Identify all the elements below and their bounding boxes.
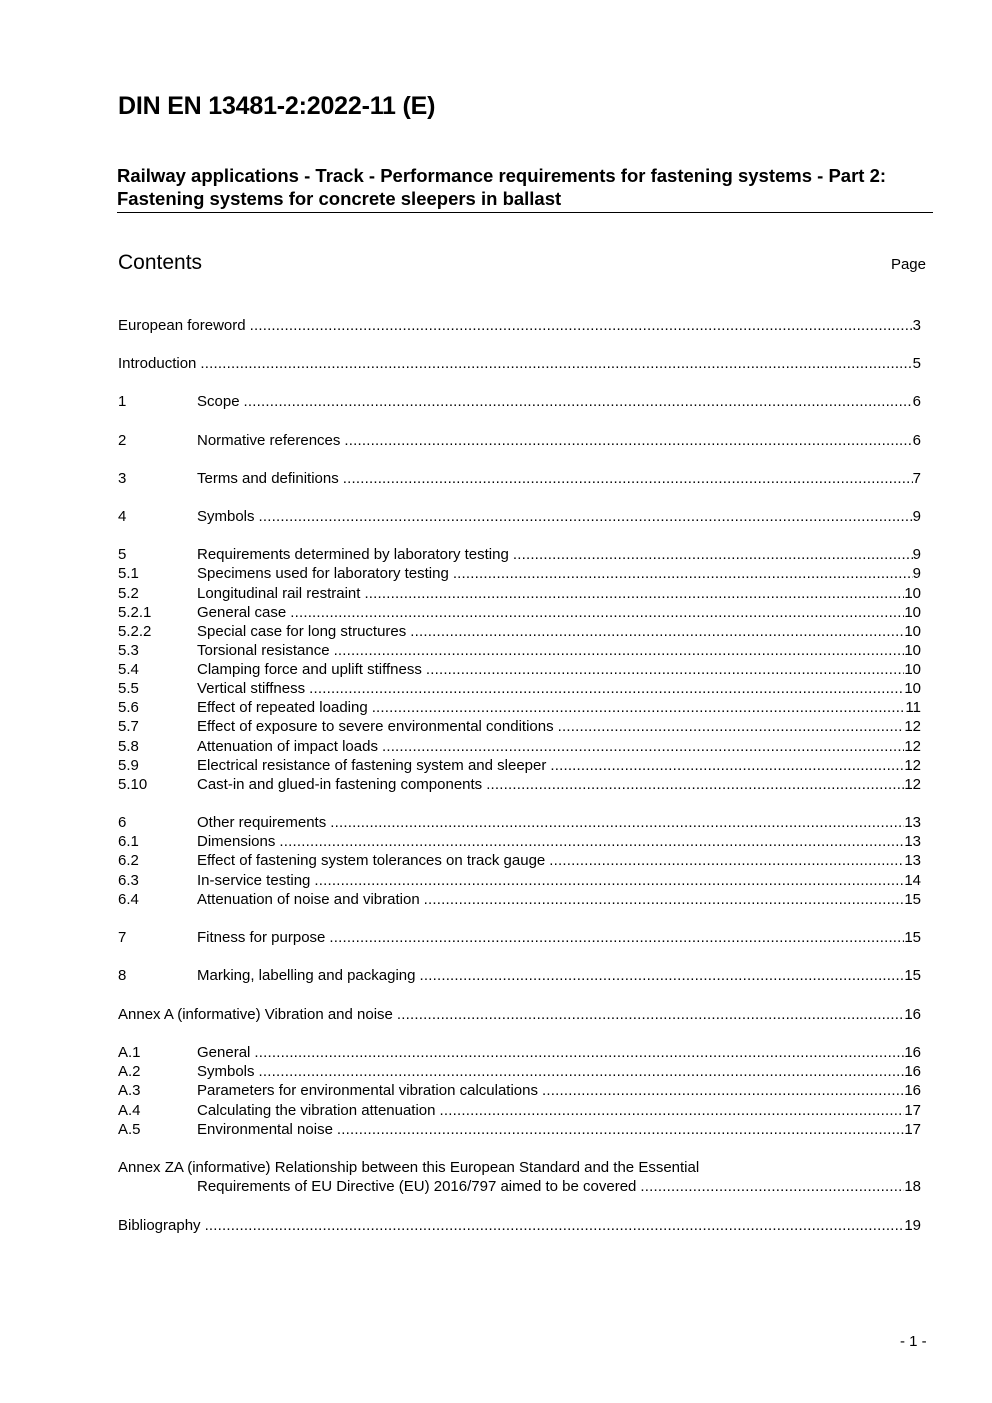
toc-entry-page: 10 [904, 585, 921, 602]
toc-entry-title: General [197, 1044, 251, 1061]
toc-entry-page: 18 [904, 1178, 921, 1195]
toc-entry-page: 13 [904, 852, 921, 869]
toc-entry-page: 12 [904, 776, 921, 793]
toc-entry-title: European foreword [118, 317, 246, 334]
toc-entry-page: 17 [904, 1121, 921, 1138]
toc-entry-page: 15 [904, 929, 921, 946]
toc-leader-dots [372, 698, 906, 717]
toc-entry-8[interactable] [118, 966, 921, 985]
toc-entry-number: 6.2 [118, 852, 139, 869]
toc-entry-page: 15 [904, 967, 921, 984]
toc-entry-title: Annex A (informative) Vibration and noise [118, 1006, 393, 1023]
toc-entry-title: Effect of fastening system tolerances on track gauge [197, 852, 546, 869]
toc-entry-a-3[interactable] [118, 1081, 921, 1100]
toc-entry-title: Symbols [197, 1063, 255, 1080]
toc-entry-a-4[interactable] [118, 1101, 921, 1120]
toc-leader-dots [290, 603, 904, 622]
toc-entry-number: 6.1 [118, 833, 139, 850]
toc-entry-page: 11 [905, 699, 921, 716]
toc-leader-dots [640, 1177, 904, 1196]
page-number: - 1 - [900, 1333, 927, 1350]
toc-entry-page: 10 [904, 642, 921, 659]
document-subtitle: Railway applications - Track - Performance requirements for fastening systems - Part 2: Fastening systems for concrete sleepers in ballast [117, 164, 933, 213]
toc-entry-page: 17 [904, 1102, 921, 1119]
toc-leader-dots [250, 316, 913, 335]
toc-entry-page: 9 [912, 546, 921, 563]
toc-entry-page: 15 [904, 891, 921, 908]
page-column-label: Page [890, 256, 926, 273]
toc-entry-page: 12 [904, 718, 921, 735]
toc-entry-page: 9 [912, 565, 921, 582]
toc-entry-title: Requirements of EU Directive (EU) 2016/797 aimed to be covered [197, 1178, 637, 1195]
toc-leader-dots [309, 679, 904, 698]
toc-entry-title: Effect of repeated loading [197, 699, 368, 716]
toc-leader-dots [200, 354, 912, 373]
toc-entry-page: 10 [904, 604, 921, 621]
toc-entry-number: 5.9 [118, 757, 139, 774]
toc-leader-dots [426, 660, 904, 679]
toc-entry-number: 4 [118, 508, 127, 525]
toc-entry-title: Environmental noise [197, 1121, 333, 1138]
toc-entry-title: Terms and definitions [197, 470, 339, 487]
toc-entry-page: 16 [904, 1082, 921, 1099]
toc-leader-dots [440, 1101, 905, 1120]
toc-leader-dots [558, 717, 905, 736]
toc-leader-dots [424, 890, 905, 909]
toc-entry-5[interactable] [118, 545, 921, 564]
toc-entry-page: 3 [912, 317, 921, 334]
toc-leader-dots [337, 1120, 904, 1139]
toc-entry-page: 7 [912, 470, 921, 487]
toc-entry-title: In-service testing [197, 872, 311, 889]
contents-header [118, 251, 926, 275]
toc-entry-number: 5.7 [118, 718, 139, 735]
toc-entry-page: 10 [904, 680, 921, 697]
toc-entry-title: Fitness for purpose [197, 929, 326, 946]
toc-entry-european-foreword[interactable] [118, 316, 921, 335]
toc-entry-annex-a[interactable] [118, 1005, 921, 1024]
toc-leader-dots [382, 737, 904, 756]
toc-entry-number: A.4 [118, 1102, 141, 1119]
toc-entry-number: 5.3 [118, 642, 139, 659]
toc-leader-dots [410, 622, 904, 641]
toc-entry-page: 14 [904, 872, 921, 889]
toc-entry-page: 12 [904, 757, 921, 774]
toc-entry-title: Cast-in and glued-in fastening components [197, 776, 483, 793]
toc-entry-6-3[interactable] [118, 871, 921, 890]
toc-leader-dots [343, 469, 913, 488]
toc-entry-number: 2 [118, 432, 127, 449]
toc-entry-a-5[interactable] [118, 1120, 921, 1139]
toc-entry-number: A.3 [118, 1082, 141, 1099]
toc-leader-dots [334, 641, 905, 660]
toc-entry-6[interactable] [118, 813, 921, 832]
toc-entry-page: 13 [904, 814, 921, 831]
toc-entry-page: 12 [904, 738, 921, 755]
toc-entry-number: 1 [118, 393, 127, 410]
toc-entry-number: A.2 [118, 1063, 141, 1080]
toc-leader-dots [549, 851, 904, 870]
document-code: DIN EN 13481-2:2022-11 (E) [118, 92, 436, 120]
toc-entry-number: 3 [118, 470, 127, 487]
toc-leader-dots [344, 431, 912, 450]
toc-entry-title: Vertical stiffness [197, 680, 306, 697]
toc-entry-title: Requirements determined by laboratory testing [197, 546, 509, 563]
toc-entry-6-2[interactable] [118, 851, 921, 870]
toc-leader-dots [542, 1081, 904, 1100]
toc-entry-5-2-2[interactable] [118, 622, 921, 641]
toc-entry-number: 6 [118, 814, 127, 831]
toc-entry-number: 5.6 [118, 699, 139, 716]
toc-entry-number: 5.10 [118, 776, 148, 793]
toc-entry-title: Symbols [197, 508, 255, 525]
toc-entry-number: 5 [118, 546, 127, 563]
contents-title: Contents [118, 251, 203, 274]
toc-entry-a-1[interactable] [118, 1043, 921, 1062]
toc-entry-title: Torsional resistance [197, 642, 330, 659]
toc-entry-title: Other requirements [197, 814, 327, 831]
toc-entry-a-2[interactable] [118, 1062, 921, 1081]
toc-entry-number: 5.2.2 [118, 623, 152, 640]
toc-leader-dots [513, 545, 913, 564]
toc-entry-5-1[interactable] [118, 564, 921, 583]
toc-entry-page: 16 [904, 1063, 921, 1080]
toc-entry-title: Introduction [118, 355, 197, 372]
toc-entry-number: 5.1 [118, 565, 139, 582]
toc-entry-title: Parameters for environmental vibration calculations [197, 1082, 538, 1099]
toc-leader-dots [550, 756, 904, 775]
toc-leader-dots [397, 1005, 904, 1024]
toc-entry-5-5[interactable] [118, 679, 921, 698]
toc-entry-title: Electrical resistance of fastening system and sleeper [197, 757, 547, 774]
toc-entry-page: 10 [904, 661, 921, 678]
toc-entry-page: 6 [912, 393, 921, 410]
toc-entry-page: 13 [904, 833, 921, 850]
toc-leader-dots [254, 1043, 904, 1062]
toc-entry-number: 5.2 [118, 585, 139, 602]
toc-entry-5-3[interactable] [118, 641, 921, 660]
toc-leader-dots [329, 928, 904, 947]
toc-entry-number: 5.5 [118, 680, 139, 697]
toc-entry-5-6[interactable] [118, 698, 921, 717]
toc-entry-title: Marking, labelling and packaging [197, 967, 416, 984]
toc-entry-introduction[interactable] [118, 354, 921, 373]
toc-entry-number: 8 [118, 967, 127, 984]
toc-entry-title: Effect of exposure to severe environmental conditions [197, 718, 554, 735]
toc-entry-title: Calculating the vibration attenuation [197, 1102, 436, 1119]
toc-entry-number: A.5 [118, 1121, 141, 1138]
toc-leader-dots [453, 564, 913, 583]
toc-entry-number: 5.8 [118, 738, 139, 755]
toc-leader-dots [330, 813, 904, 832]
toc-entry-title: Attenuation of noise and vibration [197, 891, 420, 908]
toc-leader-dots [314, 871, 904, 890]
toc-entry-annex-za-line1[interactable] [118, 1158, 921, 1177]
toc-entry-title: Dimensions [197, 833, 276, 850]
toc-entry-title: Clamping force and uplift stiffness [197, 661, 422, 678]
toc-entry-2[interactable] [118, 431, 921, 450]
toc-entry-bibliography[interactable] [118, 1216, 921, 1235]
toc-entry-4[interactable] [118, 507, 921, 526]
toc-leader-dots [259, 507, 913, 526]
toc-entry-title: Special case for long structures [197, 623, 407, 640]
toc-entry-5-9[interactable] [118, 756, 921, 775]
toc-entry-5-2-1[interactable] [118, 603, 921, 622]
toc-entry-6-4[interactable] [118, 890, 921, 909]
toc-entry-3[interactable] [118, 469, 921, 488]
toc-entry-page: 9 [912, 508, 921, 525]
toc-leader-dots [419, 966, 904, 985]
toc-entry-page: 16 [904, 1044, 921, 1061]
toc-leader-dots [259, 1062, 905, 1081]
toc-entry-title: Bibliography [118, 1217, 201, 1234]
toc-leader-dots [364, 584, 904, 603]
toc-entry-5-2[interactable] [118, 584, 921, 603]
toc-entry-page: 16 [904, 1006, 921, 1023]
toc-entry-number: 6.4 [118, 891, 139, 908]
toc-entry-number: 5.4 [118, 661, 139, 678]
toc-entry-page: 10 [904, 623, 921, 640]
toc-entry-title: Attenuation of impact loads [197, 738, 378, 755]
toc-entry-title: Annex ZA (informative) Relationship between this European Standard and the Essential [118, 1159, 700, 1176]
toc-entry-number: 7 [118, 929, 127, 946]
toc-entry-number: 5.2.1 [118, 604, 152, 621]
toc-entry-number: A.1 [118, 1044, 141, 1061]
toc-entry-title: General case [197, 604, 287, 621]
toc-entry-7[interactable] [118, 928, 921, 947]
toc-entry-page: 6 [912, 432, 921, 449]
toc-entry-page: 5 [912, 355, 921, 372]
toc-entry-5-10[interactable] [118, 775, 921, 794]
toc-entry-title: Normative references [197, 432, 341, 449]
toc-leader-dots [205, 1216, 905, 1235]
toc-entry-6-1[interactable] [118, 832, 921, 851]
toc-entry-page: 19 [904, 1217, 921, 1234]
toc-leader-dots [244, 392, 913, 411]
toc-leader-dots [486, 775, 904, 794]
toc-entry-title: Scope [197, 393, 240, 410]
toc-entry-5-8[interactable] [118, 737, 921, 756]
toc-entry-5-4[interactable] [118, 660, 921, 679]
toc-entry-1[interactable] [118, 392, 921, 411]
toc-leader-dots [279, 832, 904, 851]
toc-entry-title: Longitudinal rail restraint [197, 585, 361, 602]
toc-entry-5-7[interactable] [118, 717, 921, 736]
toc-entry-annex-za-line2[interactable] [118, 1177, 921, 1196]
toc-entry-title: Specimens used for laboratory testing [197, 565, 449, 582]
toc-entry-number: 6.3 [118, 872, 139, 889]
